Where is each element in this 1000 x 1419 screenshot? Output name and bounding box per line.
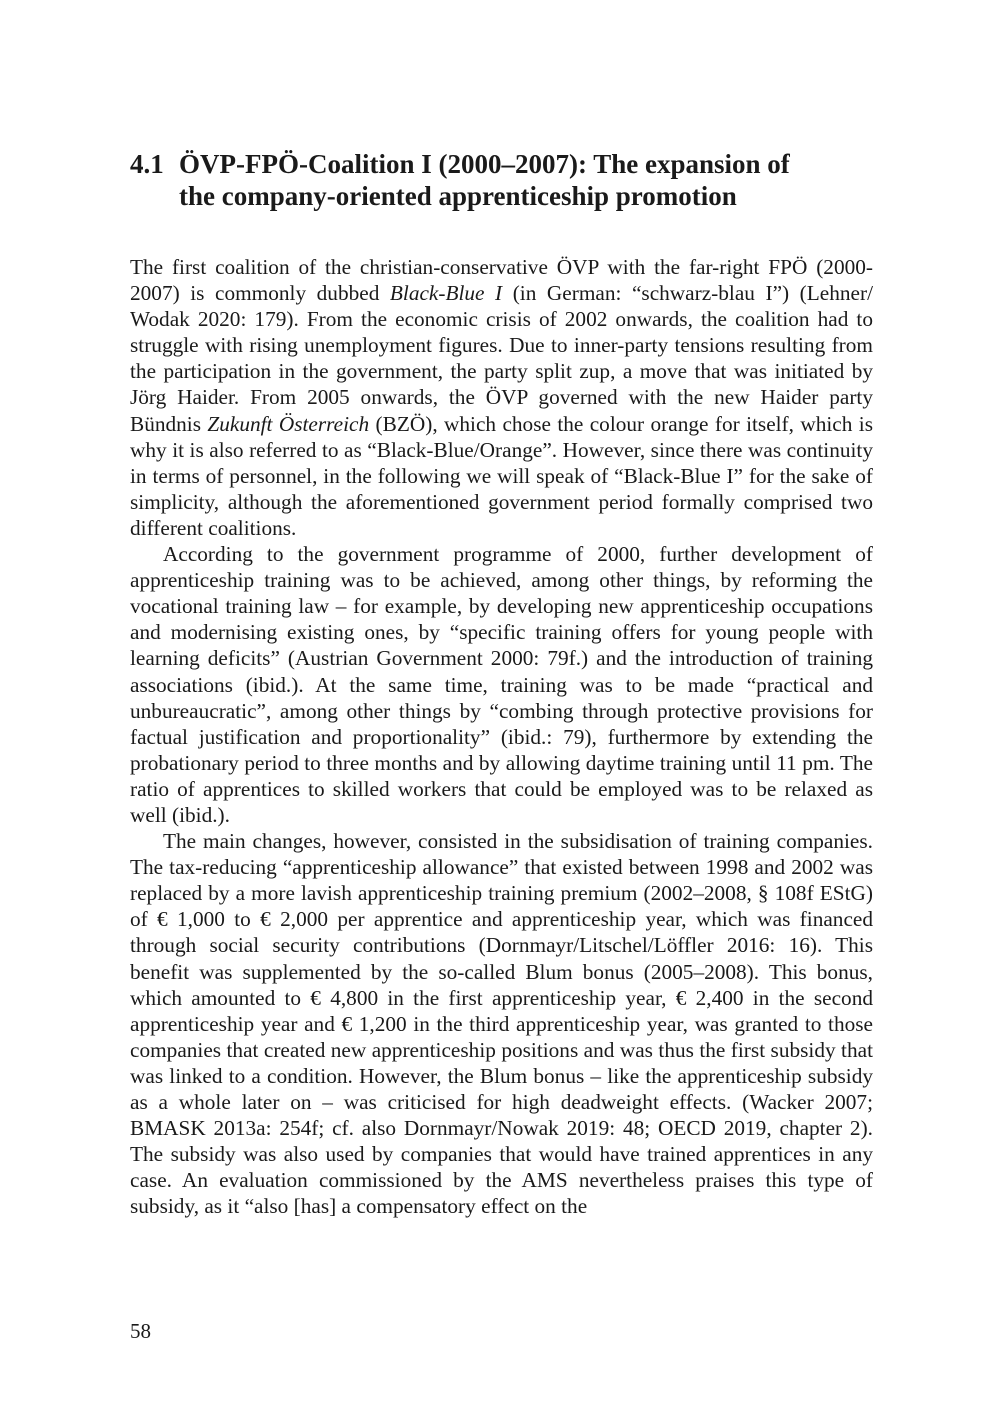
section-heading <box>130 148 890 212</box>
section-title-line-2: the company-oriented apprenticeship promotion <box>179 181 737 211</box>
paragraph-1 <box>130 254 873 541</box>
paragraph-1-italic-black-blue: Black-Blue I <box>389 281 503 306</box>
section-title <box>179 148 890 212</box>
body-text <box>130 254 873 1219</box>
section-title-line-1: ÖVP-FPÖ-Coalition I (2000–2007): The expansion of <box>179 149 790 179</box>
paragraph-1-italic-party-name: Zukunft Österreich <box>207 411 370 436</box>
section-number: 4.1 <box>130 149 164 179</box>
page-number: 58 <box>130 1319 151 1343</box>
paragraph-1-part-e: (BZÖ), which chose the colour orange for itself, which is why it is also referred to as “Black-Blue/Orange”. However, since there was continuity in terms of personnel, in the following we will speak of “Black-Blue I” for the sake of simplicity, although the aforementioned government period formally comprised two different coalitions. <box>130 411 873 540</box>
paragraph-1-part-a: The first coalition of the christian-conservative ÖVP with the far-right FPÖ (2000-2007) is commonly dubbed <box>130 255 873 306</box>
paragraph-1-part-c: (in German: “schwarz-blau I”) (Lehner/ Wodak 2020: 179). From the economic crisis of 2002 onwards, the coalition had to struggle with rising unemployment figures. Due to inner-party tensions resulting from the participation in the government, the party split zup, a move that was initiated by Jörg Haider. From 2005 onwards, the ÖVP governed with the new Haider party Bündnis <box>130 281 873 436</box>
paragraph-2: According to the government programme of 2000, further development of apprenticeship training was to be achieved, among other things, by reforming the vocational training law – for example, by developing new apprenticeship occupations and modernising existing ones, by “specific training offers for young people with learning deficits” (Austrian Government 2000: 79f.) and the introduction of training associations (ibid.). At the same time, training was to be made “practical and unbureaucratic”, among other things by “combing through protective provisions for factual justification and proportionality” (ibid.: 79), furthermore by extending the probationary period to three months and by allowing daytime training until 11 pm. The ratio of apprentices to skilled workers that could be employed was to be relaxed as well (ibid.). <box>130 542 873 827</box>
paragraph-3: The main changes, however, consisted in the subsidisation of training companies. The tax-reducing “apprenticeship allowance” that existed between 1998 and 2002 was replaced by a more lavish apprenticeship training premium (2002–2008, § 108f EStG) of € 1,000 to € 2,000 per apprentice and apprenticeship year, which was financed through social security contributions (Dornmayr/Litschel/Löffler 2016: 16). This benefit was supplemented by the so-called Blum bonus (2005–2008). This bonus, which amounted to € 4,800 in the first apprenticeship year, € 2,400 in the second apprenticeship year and € 1,200 in the third apprenticeship year, was granted to those companies that created new apprenticeship positions and was thus the first subsidy that was linked to a condition. However, the Blum bonus – like the apprenticeship subsidy as a whole later on – was criticised for high deadweight effects. (Wacker 2007; BMASK 2013a: 254f; cf. also Dornmayr/Nowak 2019: 48; OECD 2019, chapter 2). The subsidy was also used by companies that would have trained apprentices in any case. An evaluation commissioned by the AMS nevertheless praises this type of subsidy, as it “also [has] a compensatory effect on the <box>130 829 873 1219</box>
